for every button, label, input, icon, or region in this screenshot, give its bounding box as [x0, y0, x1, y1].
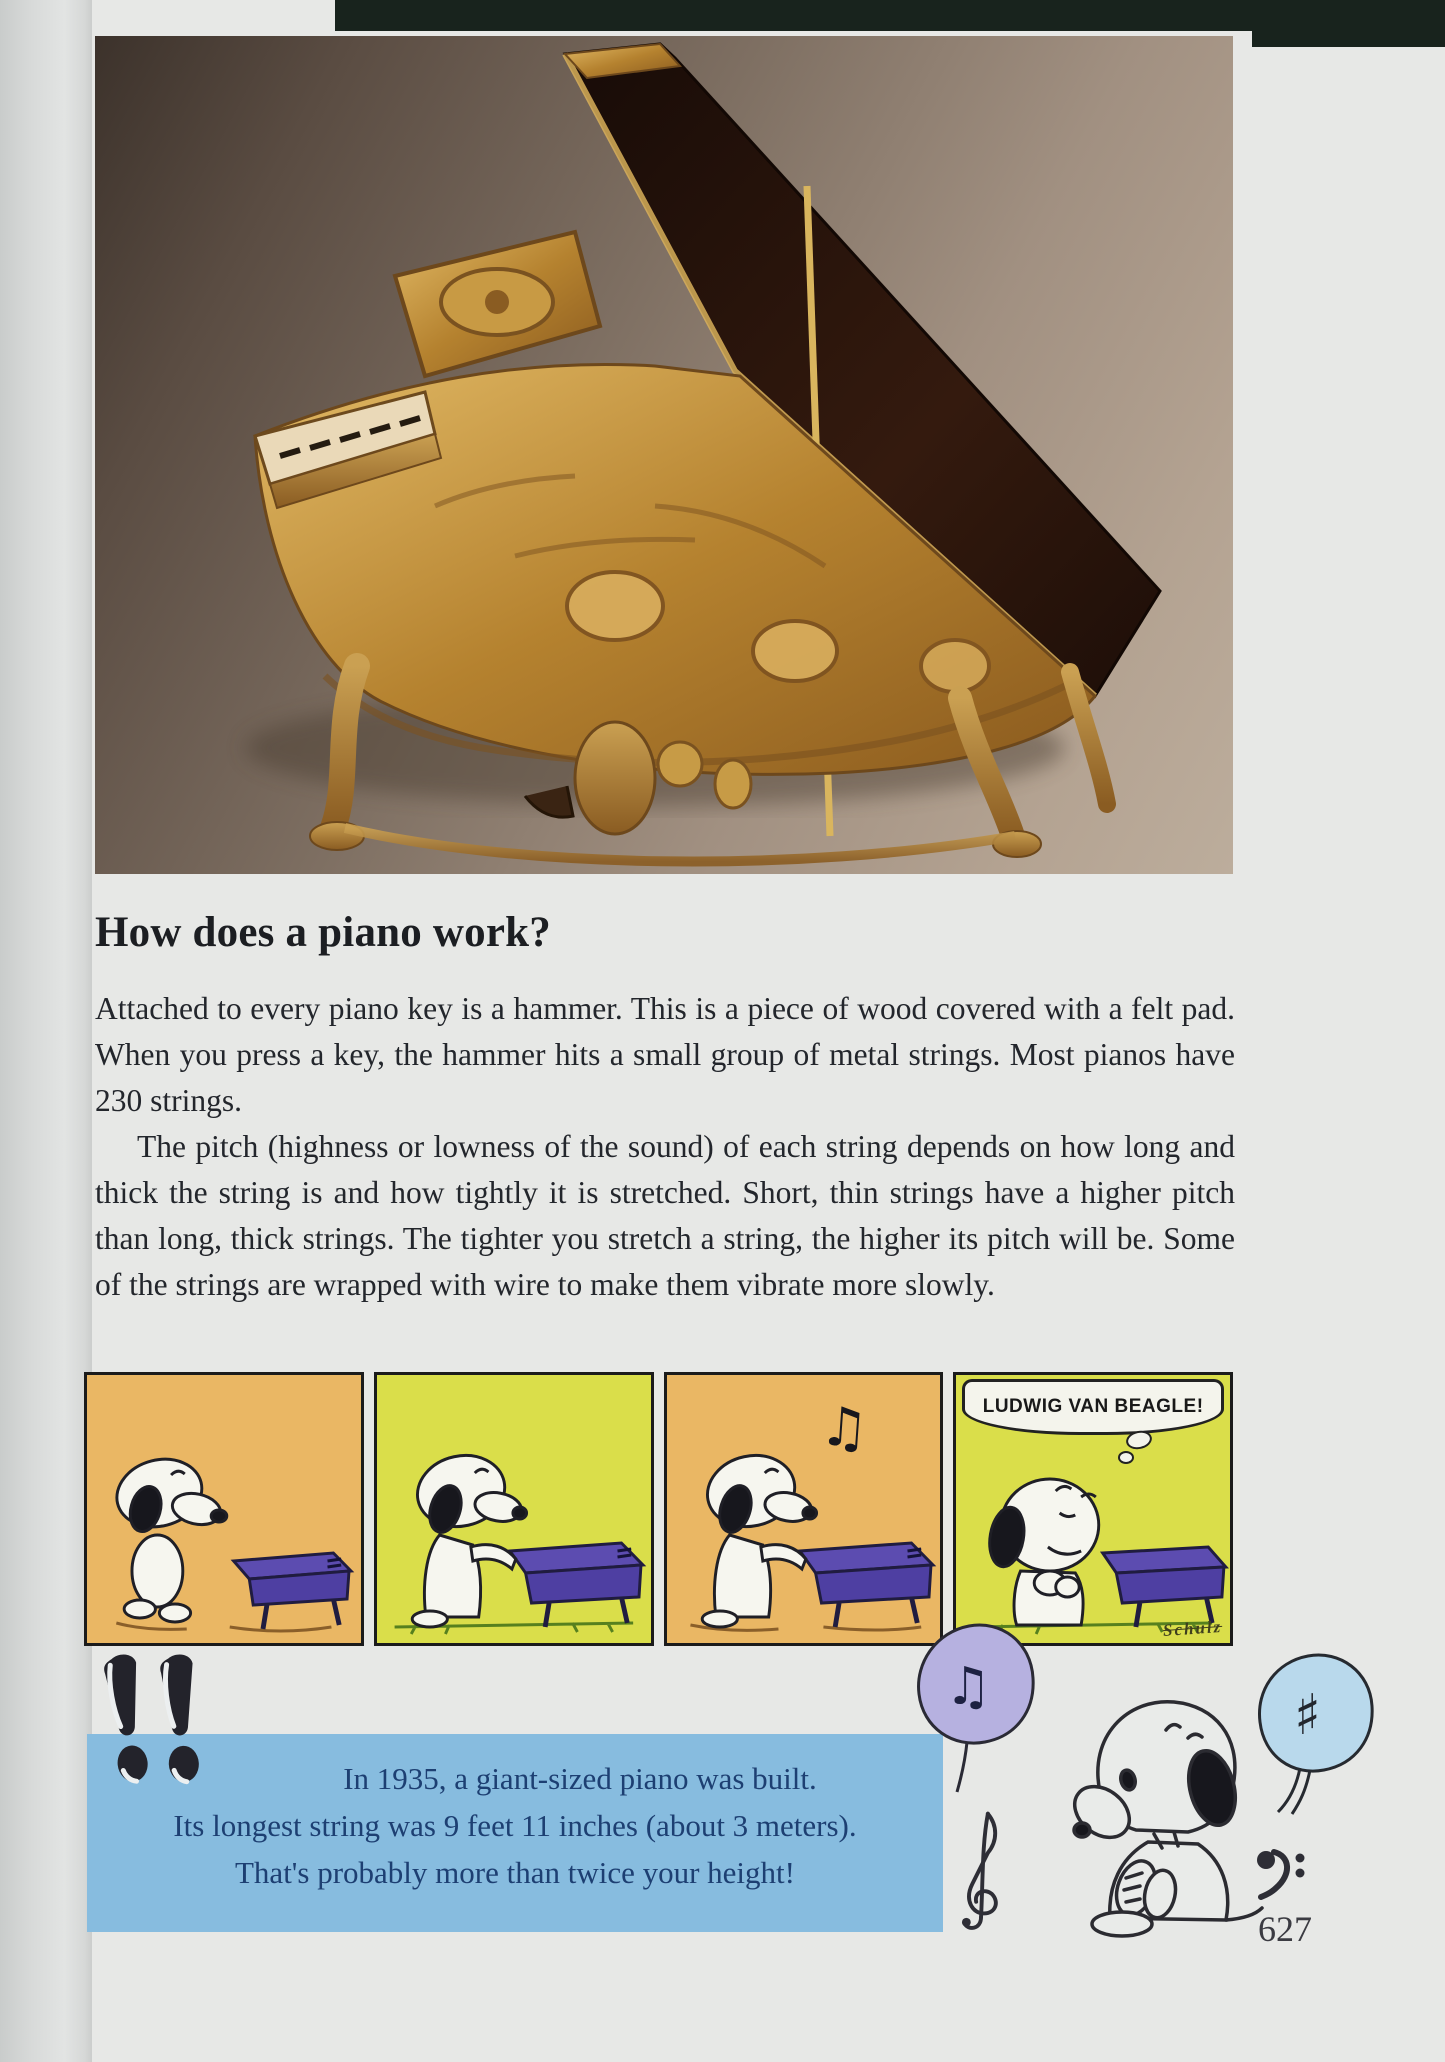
music-note-bubble	[903, 1620, 1043, 1800]
fact-box-line: Its longest string was 9 feet 11 inches (about 3 meters).	[173, 1808, 857, 1843]
speech-balloon	[962, 1379, 1224, 1435]
snoopy-nose	[513, 1507, 527, 1519]
comic-panel-1	[84, 1372, 364, 1646]
snoopy	[700, 1447, 816, 1627]
snoopy-walking-scene	[87, 1375, 361, 1643]
comic-panel-3	[664, 1372, 944, 1646]
comic-strip	[84, 1372, 1233, 1646]
body-paragraph: The pitch (highness or lowness of the sound) of each string depends on how long and thick the string is and how tightly it is stretched. Short, thin strings have a higher pitch than long, thick strings. The tighter you stretch a string, the higher its pitch will be. Some of the strings are wrapped with wire to make them vibrate more slowly.	[95, 1129, 1235, 1302]
music-note-icon: ♫	[945, 1657, 992, 1717]
section-heading: How does a piano work?	[95, 909, 551, 956]
toy-piano	[234, 1553, 351, 1629]
snoopy-nose	[211, 1510, 227, 1522]
piano-photo	[95, 36, 1233, 874]
background-strip	[335, 0, 1260, 31]
background-strip-corner	[1252, 0, 1445, 47]
gilded-grand-piano-illustration	[95, 36, 1233, 874]
snoopy-playing-scene	[667, 1375, 941, 1643]
snoopy-drawing	[1036, 1672, 1276, 1952]
leg-stretcher	[345, 828, 1015, 861]
snoopy	[110, 1450, 227, 1622]
toy-piano	[1103, 1547, 1226, 1627]
toy-piano	[799, 1543, 932, 1627]
sharp-sign-bubble	[1244, 1648, 1382, 1848]
music-notes-icon: ♫	[817, 1394, 871, 1462]
toy-piano	[510, 1543, 643, 1627]
snoopy-nose	[802, 1507, 816, 1519]
book-page-edge	[0, 0, 92, 2062]
body-paragraph: Attached to every piano key is a hammer. This is a piece of wood covered with a felt pad. When you press a key, the hammer hits a small group of metal strings. Most pianos have 230 strings.	[95, 991, 1235, 1118]
speech-balloon-text: LUDWIG VAN BEAGLE!	[982, 1396, 1204, 1417]
treble-clef-icon	[952, 1802, 1012, 1934]
piano-leg	[333, 666, 357, 828]
artist-signature: Schulz	[1162, 1616, 1223, 1641]
comic-panel-4	[953, 1372, 1233, 1646]
carved-figure	[575, 722, 655, 834]
double-exclamation-icon	[95, 1650, 220, 1800]
fact-box-line: That's probably more than twice your height!	[235, 1855, 795, 1890]
snoopy-at-piano-scene	[377, 1375, 651, 1643]
snoopy	[986, 1479, 1099, 1625]
article-body	[95, 986, 1235, 1308]
comic-panel-2	[374, 1372, 654, 1646]
thought-puff	[1118, 1451, 1134, 1464]
fact-box-line: In 1935, a giant-sized piano was built.	[343, 1761, 817, 1796]
snoopy-nose	[1074, 1823, 1090, 1837]
sharp-icon: ♯	[1294, 1683, 1322, 1748]
page-number: 627	[1258, 1909, 1312, 1949]
bass-clef-icon	[1250, 1842, 1312, 1900]
snoopy	[411, 1447, 527, 1627]
